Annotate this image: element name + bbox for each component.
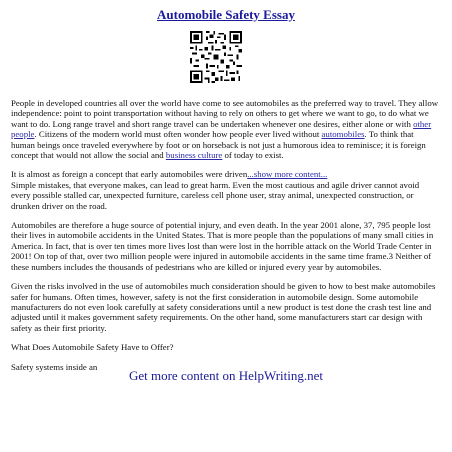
paragraph-2-text-b: Simple mistakes, that everyone makes, can lead to great harm. Even the most cautious and agile driver cannot avoid every possible stalled car, unexpected furniture, careless cell phone user, stray animal, unexpected construction, or drunken driver on the road. (11, 179, 420, 211)
paragraph-5: What Does Automobile Safety Have to Offer? (11, 342, 174, 353)
paragraph-1 (11, 98, 439, 160)
paragraph-4: Given the risks involved in the use of automobiles much consideration should be given to how to best make automobiles safer for humans. Often times, however, safety is not the first consideration in automobile design. Some automobile manufacturers do not even look carefully at safety considerations until a new product is test done the crash test line and adjusted until it makes government safety requirements. On the other hand, some manufacturers start car design with safety as their first priority. (11, 281, 436, 333)
paragraph-1-text-d: of today to exist. (222, 150, 284, 161)
paragraph-2-text-a: It is almost as foreign a concept that early automobiles were driven (11, 169, 248, 180)
show-more-link[interactable]: ...show more content... (247, 169, 328, 180)
paragraph-1-text-a: People in developed countries all over the world have come to see automobiles as the preferred way to travel. They allow independence: point to point transportation without having to rely on others to get where we want to go, to do what we want to do. Long range travel and short range travel can be undertaken whenever one desires, either alone or with (11, 98, 439, 129)
link-other-people[interactable]: other people (11, 118, 432, 140)
link-automobiles[interactable]: automobiles (321, 129, 365, 140)
paragraph-3: Automobiles are therefore a huge source of potential injury, and even death. In the year 2001 alone, 37, 795 people lost their lives in automobile accidents in the United States. That is more people than the populations of many small cities in America. In fact, that is over ten times more lives lost than were lost in the horrible attack on the World Trade Center in 2001! On top of that, over two million people were injured in automobile accidents in the same time frame.3 Neither of these numbers includes the thousands of pedestrians who are killed or injured every year by automobiles. (11, 220, 434, 272)
get-more-content-link[interactable]: Get more content on HelpWriting.net (128, 368, 324, 383)
link-business-culture[interactable]: business culture (165, 150, 223, 161)
qr-code-icon (190, 31, 242, 83)
paragraph-6: Safety systems inside an (11, 361, 98, 372)
paragraph-1-text-b: . Citizens of the modern world must often wonder how people ever lived without (34, 129, 322, 140)
paragraph-2 (11, 169, 439, 211)
essay-body (11, 98, 439, 381)
paragraph-1-text-c: . To think that human beings once traveled everywhere by foot or on horseback is not just a humorous idea to reminisce; it is foreign concept that would not allow the social and (11, 129, 426, 161)
document-title[interactable]: Automobile Safety Essay (157, 7, 295, 22)
